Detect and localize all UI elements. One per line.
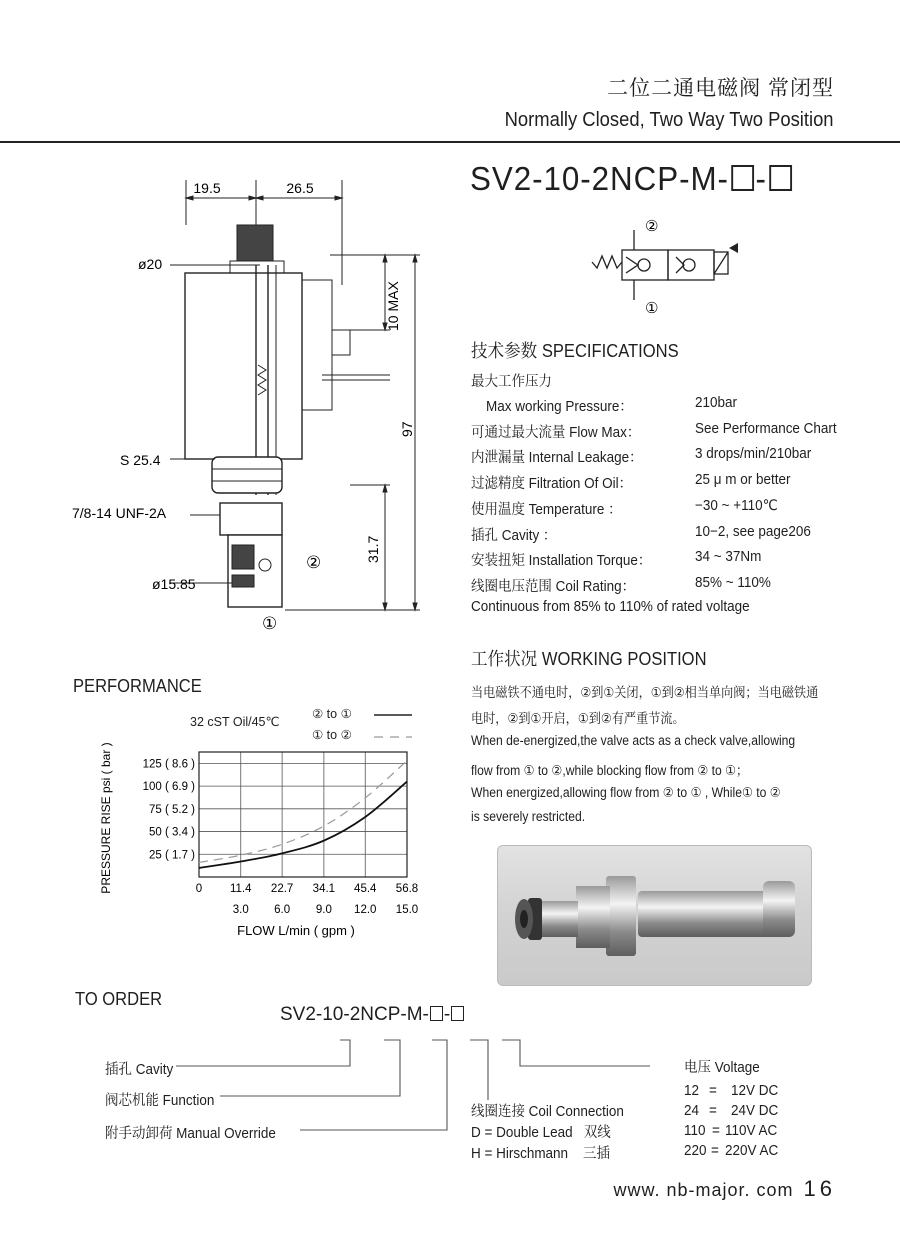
dim-hex: S 25.4 [120, 452, 161, 468]
order-box-2 [451, 1006, 464, 1021]
voltage-eq: = [711, 1143, 719, 1159]
working-heading: 工作状况 WORKING POSITION [471, 649, 707, 669]
spec-label: 插孔 Cavity ： [471, 528, 557, 544]
working-line: is severely restricted. [471, 809, 586, 824]
chart-ylabel: PRESSURE RISE psi ( bar ) [99, 742, 113, 894]
dim-26-5: 26.5 [286, 180, 314, 196]
chart-xtick-gpm-label: 9.0 [315, 904, 332, 916]
model-code [470, 160, 794, 198]
port-1-label: ① [262, 614, 278, 633]
title-en: Normally Closed, Two Way Two Position [505, 109, 834, 131]
voltage-code: 24 [684, 1103, 700, 1119]
chart-series-2-to-1 [199, 782, 407, 868]
voltage-value: 12V DC [731, 1083, 779, 1099]
coil-heading: 线圈连接 Coil Connection [471, 1104, 624, 1120]
dim-97: 97 [399, 421, 415, 437]
order-heading: TO ORDER [75, 989, 163, 1009]
spec-note: Continuous from 85% to 110% of rated voltage [471, 599, 750, 615]
spec-label: 使用温度 Temperature ： [471, 502, 622, 518]
spec-label: Max working Pressure： [471, 399, 633, 415]
page-number: 16 [803, 1176, 836, 1201]
legend-label: ① to ② [312, 728, 352, 742]
port-2-label: ② [306, 553, 322, 572]
chart-ytick-label: 50 ( 3.4 ) [148, 826, 195, 839]
order-label-cavity: 插孔 Cavity [105, 1062, 174, 1078]
chart-oil-note: 32 cST Oil/45℃ [190, 715, 280, 729]
voltage-code: 12 [684, 1083, 700, 1099]
chart-xtick-label: 11.4 [229, 883, 252, 895]
spec-value: 25 μ m or better [695, 472, 791, 488]
valve-photo-drawing [498, 846, 811, 985]
working-line: flow from ① to ②,while blocking flow from ② to ①； [471, 763, 749, 778]
chart-ytick-label: 75 ( 5.2 ) [148, 803, 195, 816]
voltage-eq: = [709, 1083, 717, 1099]
dim-thread: 7/8-14 UNF-2A [72, 505, 167, 521]
performance-heading: PERFORMANCE [73, 676, 202, 696]
chart-xtick-label: 34.1 [312, 883, 336, 895]
spec-max-pressure-cn: 最大工作压力 [471, 374, 552, 390]
spec-value: 3 drops/min/210bar [695, 446, 812, 462]
spec-label: 可通过最大流量 Flow Max： [471, 425, 641, 441]
chart-xtick-gpm-label: 6.0 [274, 904, 291, 916]
spec-value: 85% ~ 110% [695, 575, 771, 591]
voltage-heading: 电压 Voltage [684, 1060, 760, 1076]
chart-xtick-label: 56.8 [395, 883, 419, 895]
chart-xtick-gpm-label: 15.0 [395, 904, 419, 916]
legend-label: ② to ① [312, 707, 352, 721]
valve-drawing [60, 165, 450, 645]
dim-dia-15-85: ø15.85 [152, 576, 196, 592]
working-line: When de-energized,the valve acts as a check valve,allowing [471, 733, 796, 748]
model-sep: - [755, 160, 767, 197]
order-code-sep: - [443, 1004, 451, 1025]
voltage-value: 24V DC [731, 1103, 779, 1119]
chart-xtick-label: 0 [195, 883, 203, 895]
spec-value: See Performance Chart [695, 421, 837, 437]
hydraulic-symbol [586, 212, 746, 317]
title-cn: 二位二通电磁阀 常闭型 [607, 77, 834, 100]
order-code [280, 1004, 465, 1026]
coil-option: D = Double Lead 双线 [471, 1125, 611, 1141]
spec-value: −30 ~ +110℃ [695, 498, 778, 514]
chart-frame [199, 752, 407, 877]
spec-value: 34 ~ 37Nm [695, 549, 762, 565]
dim-dia-20: ø20 [138, 256, 163, 272]
spec-value: 10−2, see page206 [695, 524, 811, 540]
chart-ytick-label: 100 ( 6.9 ) [142, 781, 195, 794]
chart-xlabel: FLOW L/min ( gpm ) [237, 923, 355, 938]
voltage-value: 110V AC [725, 1123, 778, 1139]
footer [613, 1176, 836, 1202]
working-line: 电时，②到①开启，①到②有严重节流。 [471, 711, 685, 726]
voltage-code: 110 [684, 1123, 706, 1139]
symbol-port-top: ② [645, 218, 659, 235]
order-box-1 [430, 1006, 443, 1021]
spec-label: 线圈电压范围 Coil Rating： [471, 579, 636, 595]
working-line: 当电磁铁不通电时，②到①关闭，①到②相当单向阀；当电磁铁通 [471, 685, 819, 700]
model-box-1 [731, 165, 754, 191]
spec-heading: 技术参数 SPECIFICATIONS [471, 341, 679, 361]
model-prefix: SV2-10-2NCP-M- [470, 160, 729, 197]
symbol-port-bottom: ① [645, 300, 659, 317]
spec-label: 过滤精度 Filtration Of Oil： [471, 476, 633, 492]
header-rule [0, 141, 900, 143]
chart-ytick-label: 25 ( 1.7 ) [148, 849, 195, 862]
chart-xtick-label: 22.7 [270, 883, 294, 895]
performance-chart [95, 740, 435, 940]
model-box-2 [769, 165, 792, 191]
product-photo [497, 845, 812, 986]
voltage-value: 220V AC [725, 1143, 779, 1159]
dim-19-5: 19.5 [193, 180, 221, 196]
order-code-prefix: SV2-10-2NCP-M- [280, 1004, 429, 1025]
dim-31-7: 31.7 [365, 535, 381, 563]
chart-xtick-label: 45.4 [354, 883, 377, 895]
voltage-eq: = [712, 1123, 720, 1139]
spec-label: 内泄漏量 Internal Leakage： [471, 450, 643, 466]
voltage-eq: = [709, 1103, 717, 1119]
order-label-manual: 附手动卸荷 Manual Override [105, 1126, 276, 1142]
chart-legend-lines [372, 704, 416, 744]
spec-value: 210bar [695, 395, 737, 411]
working-line: When energized,allowing flow from ② to ① , While① to ② [471, 785, 781, 800]
chart-xtick-gpm-label: 12.0 [354, 904, 377, 916]
voltage-code: 220 [684, 1143, 707, 1159]
footer-url[interactable]: www. nb-major. com [613, 1180, 794, 1200]
dim-10max: 10 MAX [385, 281, 401, 331]
coil-option: H = Hirschmann 三插 [471, 1146, 611, 1162]
chart-xtick-gpm-label: 3.0 [232, 904, 249, 916]
spec-label: 安装扭矩 Installation Torque： [471, 553, 652, 569]
chart-ytick-label: 125 ( 8.6 ) [142, 758, 195, 771]
order-label-function: 阀芯机能 Function [105, 1093, 215, 1109]
